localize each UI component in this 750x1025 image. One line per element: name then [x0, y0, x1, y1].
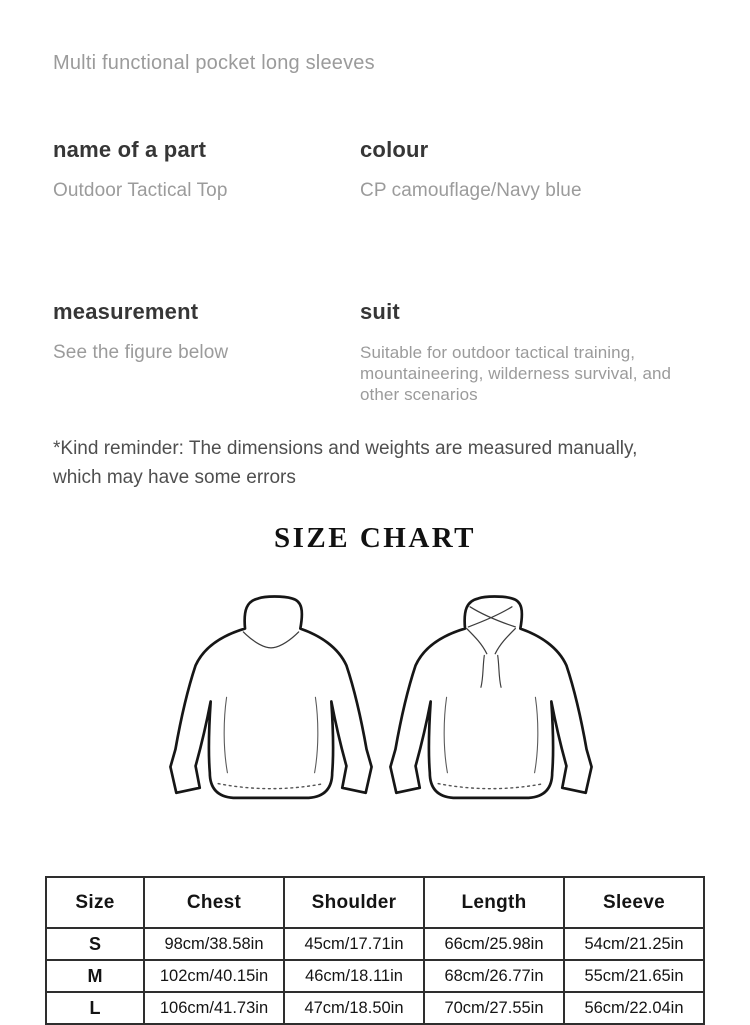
spec-name-of-part: [53, 137, 228, 202]
cell-sleeve: 54cm/21.25in: [564, 928, 704, 960]
spec-value: See the figure below: [53, 342, 229, 363]
cell-size: L: [46, 992, 144, 1024]
header-cell-shoulder: Shoulder: [284, 877, 424, 928]
spec-colour: [360, 137, 582, 202]
spec-measurement: [53, 299, 228, 364]
kind-reminder-line-2: which may have some errors: [53, 467, 296, 488]
spec-value: Outdoor Tactical Top: [53, 180, 228, 201]
cell-size: M: [46, 960, 144, 992]
table-row-s: [46, 928, 704, 960]
table-row-m: [46, 960, 704, 992]
header-cell-length: Length: [424, 877, 564, 928]
cell-size: S: [46, 928, 144, 960]
cell-length: 66cm/25.98in: [424, 928, 564, 960]
page-title: Multi functional pocket long sleeves: [53, 52, 375, 74]
size-chart-table: [45, 876, 705, 1025]
spec-label: measurement: [53, 299, 199, 324]
cell-chest: 106cm/41.73in: [144, 992, 284, 1024]
cell-shoulder: 45cm/17.71in: [284, 928, 424, 960]
cell-sleeve: 55cm/21.65in: [564, 960, 704, 992]
hoodie-illustrations: [166, 585, 596, 818]
header-cell-size: Size: [46, 877, 144, 928]
cell-chest: 98cm/38.58in: [144, 928, 284, 960]
cell-shoulder: 46cm/18.11in: [284, 960, 424, 992]
cell-length: 68cm/26.77in: [424, 960, 564, 992]
spec-value: CP camouflage/Navy blue: [360, 180, 582, 201]
cell-shoulder: 47cm/18.50in: [284, 992, 424, 1024]
spec-label: colour: [360, 137, 429, 162]
hoodie-front-illustration: [386, 585, 596, 818]
spec-label: suit: [360, 299, 400, 324]
header-cell-chest: Chest: [144, 877, 284, 928]
header-cell-sleeve: Sleeve: [564, 877, 704, 928]
spec-suit: [360, 299, 712, 405]
spec-value: Suitable for outdoor tactical training, mountaineering, wilderness survival, and other scenarios: [360, 343, 672, 404]
cell-sleeve: 56cm/22.04in: [564, 992, 704, 1024]
hoodie-back-illustration: [166, 585, 376, 818]
cell-chest: 102cm/40.15in: [144, 960, 284, 992]
spec-label: name of a part: [53, 137, 207, 162]
size-chart-heading: SIZE CHART: [273, 522, 477, 554]
kind-reminder-line-1: *Kind reminder: The dimensions and weights are measured manually,: [53, 438, 638, 459]
table-row-l: [46, 992, 704, 1024]
cell-length: 70cm/27.55in: [424, 992, 564, 1024]
table-header-row: [46, 877, 704, 928]
kind-reminder-note: [53, 434, 723, 492]
